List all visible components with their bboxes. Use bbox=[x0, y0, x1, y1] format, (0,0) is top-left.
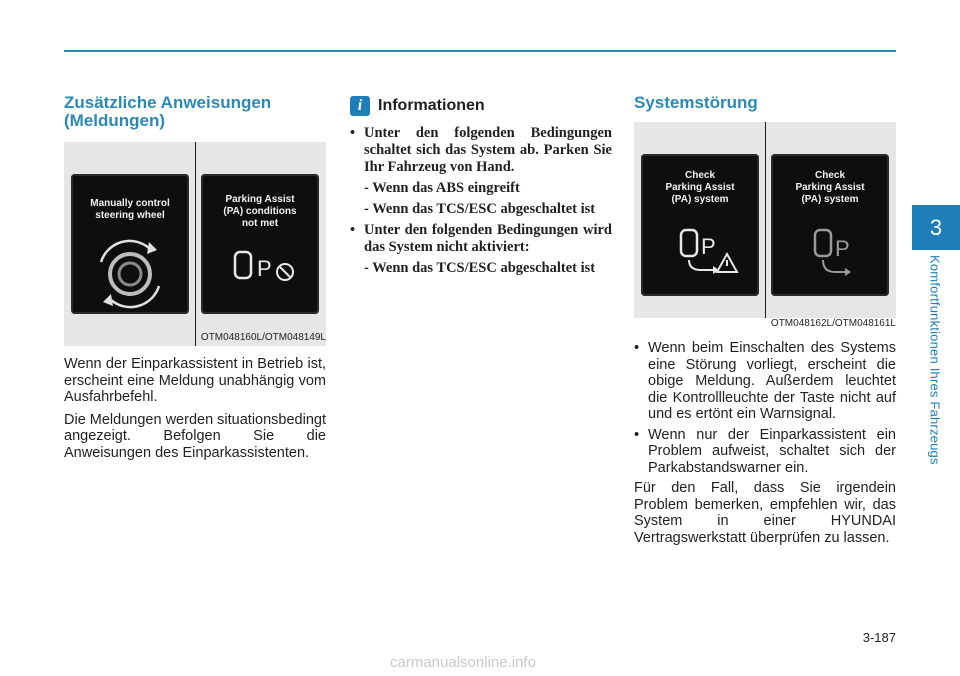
section-number: 3 bbox=[929, 214, 943, 240]
display-conditions-not-met bbox=[201, 174, 319, 314]
watermark: carmanualsonline.info bbox=[390, 654, 536, 671]
heading-systemstoerung: Systemstörung bbox=[634, 93, 758, 112]
heading-zusaetzliche-anweisungen: Zusätzliche Anweisungen (Meldungen) bbox=[64, 93, 272, 130]
steering-wheel-icon bbox=[71, 232, 189, 312]
svg-text:P: P bbox=[701, 234, 716, 259]
info-bullet-text: Unter den folgenden Bedingungen wird das System nicht aktiviert: bbox=[364, 222, 612, 255]
figure-caption-1: OTM048160L/OTM048149L bbox=[200, 332, 326, 343]
parking-warning-icon bbox=[641, 226, 759, 286]
info-sub-item: - Wenn das TCS/ESC abgeschaltet ist bbox=[364, 260, 596, 276]
parking-assist-icon bbox=[771, 226, 889, 286]
paragraph-1: Wenn der Einparkassistent in Betrieb ist, erscheint eine Meldung unabhängig vom Ausfahrbefehl. bbox=[64, 356, 326, 405]
fault-bullet-2: • Wenn nur der Einparkassistent ein Problem aufweist, schaltet sich der Parkabstandswarner ein. bbox=[634, 426, 896, 476]
figure-divider bbox=[195, 142, 196, 346]
display-manual-steering bbox=[71, 174, 189, 314]
fault-paragraph: Für den Fall, dass Sie irgendein Problem bemerken, empfehlen wir, das System in einer HYUNDAI Vertragswerkstatt überprüfen zu lassen. bbox=[634, 480, 896, 546]
screen-text-conditions-not-met: Parking Assist (PA) conditions not met bbox=[223, 194, 297, 229]
top-rule bbox=[64, 50, 896, 52]
info-sub-item: - Wenn das TCS/ESC abgeschaltet ist bbox=[364, 201, 596, 217]
info-bullet-2: • Unter den folgenden Bedingungen wird das System nicht aktiviert: bbox=[350, 222, 612, 255]
fault-bullet-1: • Wenn beim Einschalten des Systems eine Störung vorliegt, erscheint die obige Meldung. Außerdem leuchtet die Kontrollleuchte der Taste nicht auf und es ertönt ein Warnsignal. bbox=[634, 340, 896, 422]
info-icon: i bbox=[350, 96, 370, 116]
screen-text-check-pa-right: Check Parking Assist (PA) system bbox=[795, 170, 865, 205]
info-title: Informationen bbox=[378, 97, 485, 114]
info-list bbox=[350, 125, 612, 281]
info-bullet-text: Unter den folgenden Bedingungen schaltet sich das System ab. Parken Sie Ihr Fahrzeug von Hand. bbox=[364, 125, 612, 175]
display-check-pa-left bbox=[641, 154, 759, 296]
svg-text:P: P bbox=[835, 236, 850, 261]
figure-divider bbox=[765, 122, 766, 318]
figure-caption-2: OTM048162L/OTM048161L bbox=[770, 318, 896, 329]
svg-text:P: P bbox=[257, 256, 272, 281]
screen-text-manual-steering: Manually control steering wheel bbox=[90, 198, 170, 221]
paragraph-2: Die Meldungen werden situationsbedingt angezeigt. Befolgen Sie die Anweisungen des Einparkassistenten. bbox=[64, 411, 326, 461]
screen-text-check-pa-left: Check Parking Assist (PA) system bbox=[665, 170, 735, 205]
parking-prohibited-icon bbox=[201, 246, 319, 296]
page-number: 3-187 bbox=[862, 630, 896, 645]
figure-system-fault bbox=[634, 122, 896, 318]
info-bullet-1: • Unter den folgenden Bedingungen schaltet sich das System ab. Parken Sie Ihr Fahrzeug von Hand. bbox=[350, 125, 612, 175]
display-check-pa-right bbox=[771, 154, 889, 296]
info-sub-item: - Wenn das ABS eingreift bbox=[364, 180, 520, 196]
info-header bbox=[350, 96, 485, 116]
figure-messages bbox=[64, 142, 326, 346]
section-tab bbox=[912, 205, 960, 250]
section-title: Komfortfunktionen Ihres Fahrzeugs bbox=[927, 255, 943, 465]
